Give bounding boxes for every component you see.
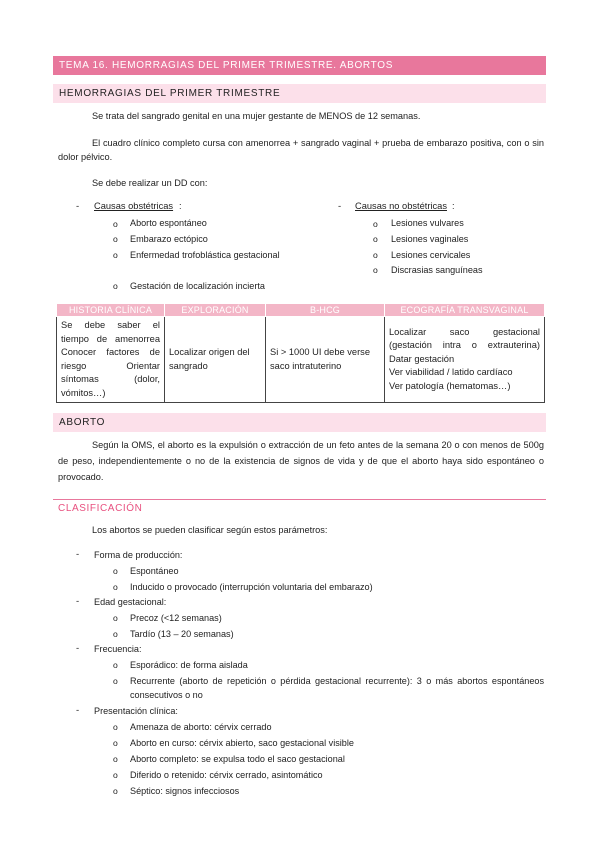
intro-paragraph-3: Se debe realizar un DD con: xyxy=(92,178,208,188)
intro-paragraph-1: Se trata del sangrado genital en una mujer gestante de MENOS de 12 semanas. xyxy=(92,111,421,121)
classification-group-label: Frecuencia: xyxy=(94,644,142,654)
classification-item: Esporádico: de forma aislada xyxy=(130,660,248,670)
table-header: B-HCG xyxy=(266,304,385,317)
table-header: HISTORIA CLÍNICA xyxy=(57,304,165,317)
list-dash: - xyxy=(338,201,342,212)
list-dash: - xyxy=(76,201,80,212)
classification-item: Recurrente (aborto de repetición o pérdida gestacional recurrente): 3 o más abortos espontáneos consecutivos o no xyxy=(130,676,544,700)
table-row xyxy=(57,317,545,403)
bullet-icon: o xyxy=(113,250,118,260)
aborto-definition: Según la OMS, el aborto es la expulsión o extracción de un feto antes de la semana 20 o con menos de 500g de peso, independientemente o no de la existencia de signos de vida y de que el aborto haya sido espontáneo o provocado. xyxy=(58,440,544,482)
section-heading-aborto: ABORTO xyxy=(53,413,546,432)
classification-group-label: Forma de producción: xyxy=(94,550,183,560)
non-obstetric-item: Lesiones vulvares xyxy=(391,218,464,228)
bullet-icon: o xyxy=(113,754,118,764)
table-header: EXPLORACIÓN xyxy=(165,304,266,317)
table-cell xyxy=(385,317,545,403)
table-cell-line: Ver viabilidad / latido cardíaco xyxy=(389,367,513,378)
intro-paragraph-2: El cuadro clínico completo cursa con amenorrea + sangrado vaginal + prueba de embarazo positiva, con o sin dolor pélvico. xyxy=(58,138,544,162)
table-header: ECOGRAFÍA TRANSVAGINAL xyxy=(385,304,545,317)
bullet-icon: o xyxy=(113,786,118,796)
bullet-icon: o xyxy=(373,234,378,244)
classification-item: Diferido o retenido: cérvix cerrado, asintomático xyxy=(130,770,323,780)
obstetric-item: Enfermedad trofoblástica gestacional xyxy=(130,250,280,260)
table-cell: Se debe saber el tiempo de amenorrea Conocer factores de riesgo Orientar síntomas (dolor, vómitos…) xyxy=(57,317,165,403)
section-divider xyxy=(53,499,546,500)
clasificacion-intro: Los abortos se pueden clasificar según estos parámetros: xyxy=(92,525,328,535)
section-heading-hemorragias: HEMORRAGIAS DEL PRIMER TRIMESTRE xyxy=(53,84,546,103)
differential-diagnosis-table xyxy=(56,303,545,403)
bullet-icon: o xyxy=(113,660,118,670)
list-dash: - xyxy=(76,549,80,560)
bullet-icon: o xyxy=(113,281,118,291)
non-obstetric-causes-title: Causas no obstétricas xyxy=(355,201,447,211)
non-obstetric-item: Lesiones vaginales xyxy=(391,234,469,244)
document-page: TEMA 16. HEMORRAGIAS DEL PRIMER TRIMESTRE. ABORTOS HEMORRAGIAS DEL PRIMER TRIMESTRE Se trata del sangrado genital en una mujer gestante de MENOS de 12 semanas. El cuadro clínico completo cursa con amenorrea + sangrado vaginal + prueba de embarazo positiva, con o sin dolor pélvico. Se debe realizar un DD con: - Causas obstétricas : o Aborto espontáneo o Embarazo ectópico o Enfermedad trofoblástica gestacional o Gestación de localización incierta - Causas no obstétricas : o Lesiones vulvares o Lesiones vaginales o Lesiones cervicales o Discrasias sanguíneas HISTORIA CLÍNICA EXPLORACIÓN B-HCG ECOGRAFÍA TRANSVAGINAL Se debe saber el tiempo de amenorrea Conocer factores de riesgo Orientar síntomas (dolor, vómitos…) Localizar origen del sangrado Si > 1000 UI debe verse saco intratuterino Localizar saco gestacional (gestación intra o extrauterina) Datar gestación Ver viabilidad / latido cardíaco Ver patología (hematomas…) ABORTO Según la OMS, el aborto es la expulsión o extracción de un feto antes de la semana 20 o con menos de 500g de peso, independientemente o no de la existencia de signos de vida y de que el aborto haya sido espontáneo o provocado. CLASIFICACIÓN Los abortos se pueden clasificar según estos parámetros: - Forma de producción: o Espontáneo o Inducido o provocado (interrupción voluntaria del embarazo) - Edad gestacional: o Precoz (<12 semanas) o Tardío (13 – 20 semanas) - Frecuencia: o Esporádico: de forma aislada o Recurrente (aborto de repetición o pérdida gestacional recurrente): 3 o más abortos espontáneos consecutivos o no - Presentación clínica: o Amenaza de aborto: cérvix cerrado o Aborto en curso: cérvix abierto, saco gestacional visible o Aborto completo: se expulsa todo el saco gestacional o Diferido o retenido: cérvix cerrado, asintomático o Séptico: signos infecciosos xyxy=(0,0,600,848)
section-heading-clasificacion: CLASIFICACIÓN xyxy=(58,503,143,514)
bullet-icon: o xyxy=(113,629,118,639)
table-cell-line: Localizar saco gestacional (gestación intra o extrauterina) xyxy=(389,326,540,351)
bullet-icon: o xyxy=(113,566,118,576)
obstetric-causes-title: Causas obstétricas xyxy=(94,201,174,211)
classification-item: Séptico: signos infecciosos xyxy=(130,786,240,796)
table-cell-line: Datar gestación xyxy=(389,353,455,364)
classification-item: Aborto completo: se expulsa todo el saco gestacional xyxy=(130,754,345,764)
chapter-title-banner: TEMA 16. HEMORRAGIAS DEL PRIMER TRIMESTRE. ABORTOS xyxy=(53,56,546,75)
bullet-icon: o xyxy=(373,250,378,260)
classification-item: Amenaza de aborto: cérvix cerrado xyxy=(130,722,272,732)
table-header-row xyxy=(57,304,545,317)
bullet-icon: o xyxy=(113,234,118,244)
classification-item: Precoz (<12 semanas) xyxy=(130,613,222,623)
bullet-icon: o xyxy=(113,613,118,623)
table-cell-line: Ver patología (hematomas…) xyxy=(389,380,511,391)
classification-item: Aborto en curso: cérvix abierto, saco gestacional visible xyxy=(130,738,354,748)
obstetric-item: Gestación de localización incierta xyxy=(130,281,265,291)
non-obstetric-item: Discrasias sanguíneas xyxy=(391,265,483,275)
bullet-icon: o xyxy=(113,770,118,780)
bullet-icon: o xyxy=(113,219,118,229)
bullet-icon: o xyxy=(113,676,118,686)
classification-item: Inducido o provocado (interrupción voluntaria del embarazo) xyxy=(130,582,373,592)
classification-item: Tardío (13 – 20 semanas) xyxy=(130,629,234,639)
table-cell: Si > 1000 UI debe verse saco intratuterino xyxy=(266,317,385,403)
list-dash: - xyxy=(76,705,80,716)
classification-group-label: Presentación clínica: xyxy=(94,706,178,716)
list-dash: - xyxy=(76,596,80,607)
obstetric-item: Aborto espontáneo xyxy=(130,218,207,228)
bullet-icon: o xyxy=(113,722,118,732)
bullet-icon: o xyxy=(373,265,378,275)
list-dash: - xyxy=(76,643,80,654)
classification-group-label: Edad gestacional: xyxy=(94,597,167,607)
obstetric-item: Embarazo ectópico xyxy=(130,234,208,244)
table-cell: Localizar origen del sangrado xyxy=(165,317,266,403)
bullet-icon: o xyxy=(113,738,118,748)
non-obstetric-item: Lesiones cervicales xyxy=(391,250,471,260)
bullet-icon: o xyxy=(113,582,118,592)
bullet-icon: o xyxy=(373,219,378,229)
classification-item: Espontáneo xyxy=(130,566,179,576)
